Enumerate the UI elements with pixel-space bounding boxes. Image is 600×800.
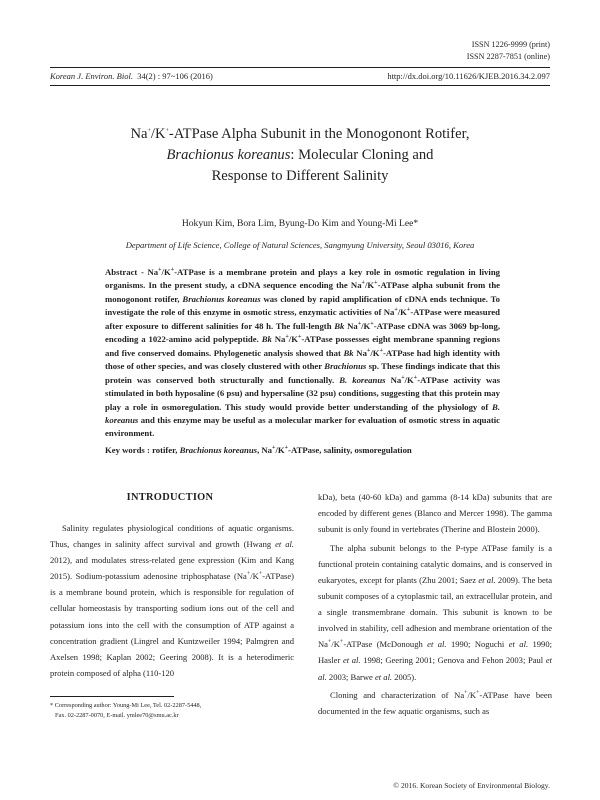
intro-right-column	[318, 489, 552, 719]
title-line-3: Response to Different Salinity	[211, 168, 389, 184]
journal-citation	[50, 71, 213, 81]
issn-online: ISSN 2287-7851 (online)	[466, 52, 550, 61]
intro-paragraph-3: Cloning and characterization of Na+/K+-ATPase have been documented in the few aquatic organisms, such as	[318, 690, 552, 717]
author-list: Hokyun Kim, Bora Lim, Byung-Do Kim and Young-Mi Lee*	[181, 218, 419, 229]
intro-left-column	[50, 520, 294, 681]
header-bottom-rule	[50, 85, 550, 86]
intro-paragraph-1: Salinity regulates physiological conditions of aquatic organisms. Thus, changes in salinity affect survival and growth (Hwang et al. 2012), and modulates stress-related gene expression (Kim and Kang 2015). Sodium-potassium adenosine triphosphatase (Na+/K+-ATPase) is a membrane bound protein, which is responsible for regulation of cellular homeostasis by transporting sodium ions out of the cell and potassium ions into the cell with the consumption of ATP against a concentration gradient (Lingrel and Kuntzweiler 1994; Palmgren and Axelsen 1998; Kaplan 2002; Geering 2008). It is a heterodimeric protein composed of alpha (110-120	[50, 523, 295, 678]
journal-name: Korean J. Environ. Biol.	[50, 71, 133, 81]
copyright-notice: © 2016. Korean Society of Environmental Biology.	[393, 781, 550, 790]
issn-print: ISSN 1226-9999 (print)	[471, 40, 550, 49]
corresponding-author-footnote: * Corresponding author: Young-Mi Lee, Tel. 02-2287-5448, Fax. 02-2287-0070, E-mail. ymlee70@smu.ac.kr	[50, 702, 202, 719]
title-line-1: Na+/K+-ATPase Alpha Subunit in the Monogonont Rotifer,	[130, 126, 470, 142]
keywords: Key words : rotifer, Brachionus koreanus, Na+/K+-ATPase, salinity, osmoregulation	[105, 445, 412, 455]
intro-paragraph-2: The alpha subunit belongs to the P-type ATPase family is a functional protein containing catalytic domains, and is conserved in eukaryotes, except for plants (Zhu 2001; Saez et al. 2009). The beta subunit composes of a cytoplasmic tail, an extracellular protein, and a single transmembrane domain. This subunit is known to be involved in stability, cell adhesion and membrane orientation of the Na+/K+-ATPase (McDonough et al. 1990; Noguchi et al. 1990; Hasler et al. 1998; Geering 2001; Genova and Fehon 2003; Paul et al. 2003; Barwe et al. 2005).	[318, 542, 553, 682]
affiliation: Department of Life Science, College of Natural Sciences, Sangmyung University, Seoul 03016, Korea	[125, 240, 475, 250]
section-heading-introduction: INTRODUCTION	[126, 492, 214, 503]
intro-paragraph-1-cont: kDa), beta (40-60 kDa) and gamma (8-14 kDa) subunits that are encoded by different genes (Blanco and Mercer 1998). The gamma subunit is only found in vertebrates (Therine and Blostein 2000).	[318, 492, 552, 535]
volume-pages: 34(2) : 97~106 (2016)	[137, 71, 213, 81]
doi-link[interactable]: http://dx.doi.org/10.11626/KJEB.2016.34.2.097	[387, 71, 550, 81]
article-title	[60, 124, 540, 187]
header-top-rule	[50, 67, 550, 68]
footnote-rule	[50, 696, 174, 697]
abstract: Abstract - Na+/K+-ATPase is a membrane protein and plays a key role in osmotic regulation in living organisms. In the present study, a cDNA sequence encoding the Na+/K+-ATPase alpha subunit from the monogonont rotifer, Brachionus koreanus was cloned by rapid amplification of cDNA ends technique. To investigate the role of this enzyme in osmotic stress, enzymatic activities of Na+/K+-ATPase were measured after exposure to different salinities for 48 h. The full-length Bk Na+/K+-ATPase cDNA was 3069 bp-long, encoding a 1022-amino acid polypeptide. Bk Na+/K+-ATPase possesses eight membrane spanning regions and five conserved domains. Phylogenetic analysis showed that Bk Na+/K+-ATPase had high identity with those of other species, and was closely clustered with other Brachionus sp. These findings indicate that this protein was conserved both structurally and functionally. B. koreanus Na+/K+-ATPase activity was stimulated in both hyposaline (6 psu) and hypersaline (32 psu) conditions, suggesting that this protein may play a role in osmoregulation. This study would provide better understanding of the physiology of B. koreanus and this enzyme may be useful as a molecular marker for evaluation of osmotic stress in aquatic environment.	[105, 267, 501, 439]
title-line-2: Brachionus koreanus: Molecular Cloning and	[166, 147, 434, 163]
